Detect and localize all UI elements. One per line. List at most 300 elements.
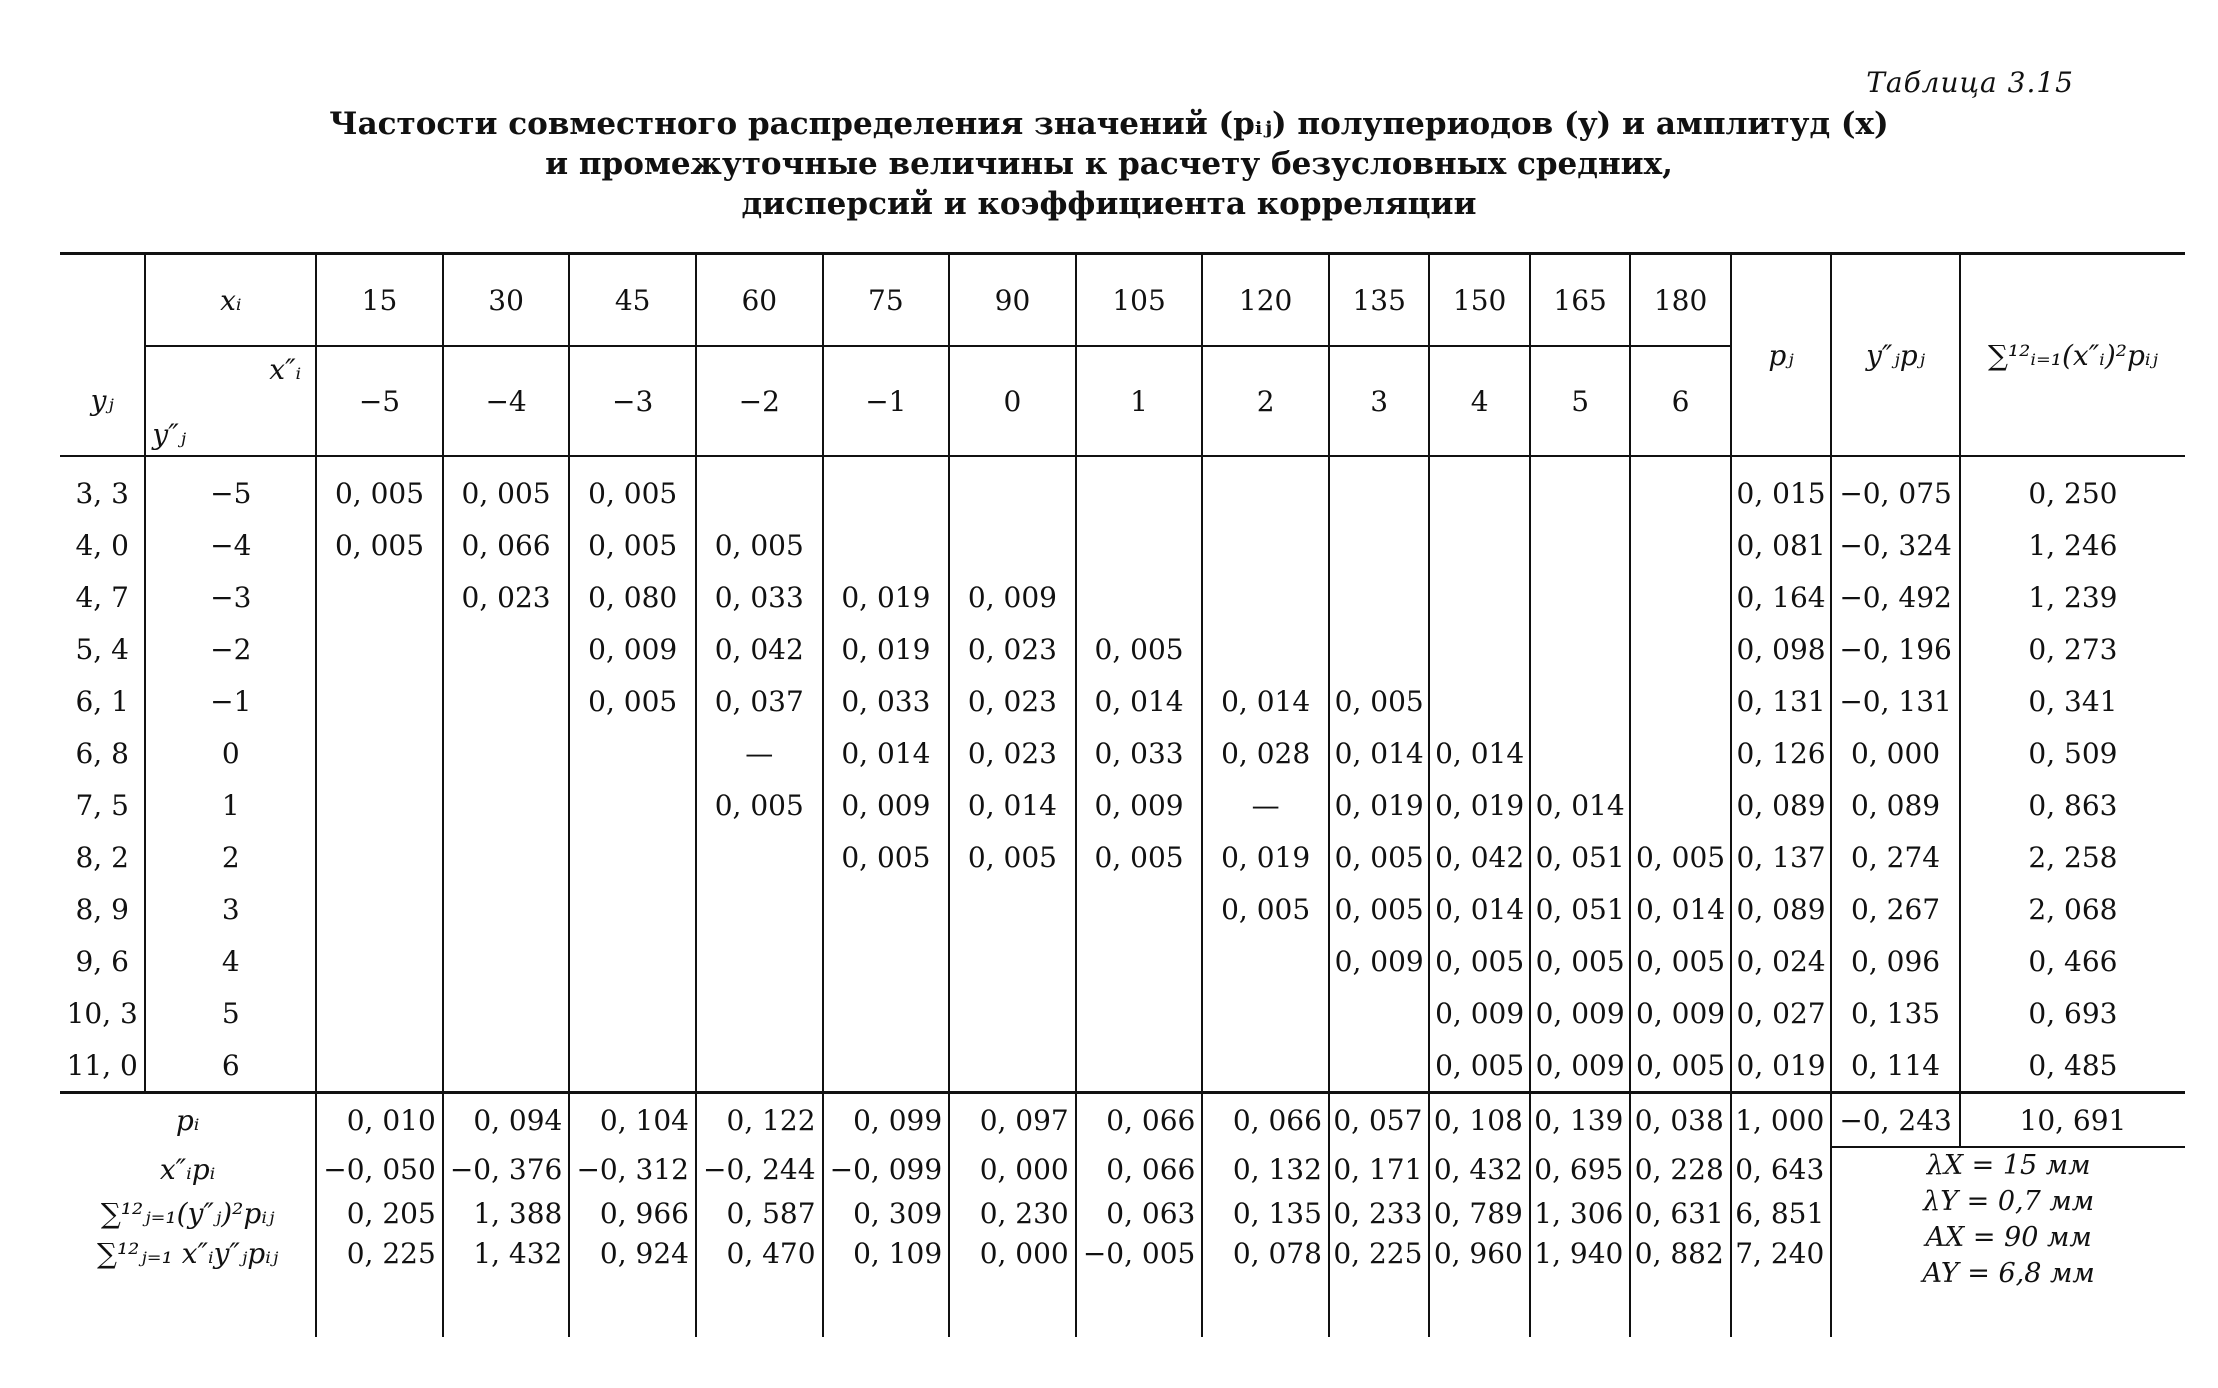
row-ypj: −0, 131 (1831, 675, 1960, 727)
totals-cell: 0, 205 (316, 1191, 443, 1235)
frequency-cell (823, 1039, 950, 1093)
header-xpp-label: x″ᵢ (269, 353, 302, 386)
frequency-cell: 0, 005 (1530, 935, 1630, 987)
frequency-cell (1202, 1039, 1329, 1093)
totals-cell: 1, 388 (443, 1191, 570, 1235)
frequency-cell: 0, 042 (1429, 831, 1529, 883)
frequency-cell: 0, 023 (443, 571, 570, 623)
frequency-cell (443, 883, 570, 935)
table-row (60, 831, 2185, 883)
frequency-cell (316, 831, 443, 883)
frequency-cell (1630, 727, 1730, 779)
frequency-cell: 0, 005 (823, 831, 950, 883)
header-x-value: 120 (1202, 254, 1329, 347)
frequency-cell: 0, 005 (1076, 831, 1203, 883)
totals-cell: 0, 228 (1630, 1147, 1730, 1191)
totals-pi-cell: 0, 099 (823, 1093, 950, 1148)
frequency-cell: 0, 009 (1329, 935, 1429, 987)
row-pj: 0, 137 (1731, 831, 1831, 883)
totals-cell: 0, 225 (1329, 1235, 1429, 1337)
totals-cell: 0, 063 (1076, 1191, 1203, 1235)
parameters-block (1831, 1147, 2185, 1337)
frequency-cell (1329, 1039, 1429, 1093)
frequency-cell: 0, 033 (1076, 727, 1203, 779)
row-ypj: 0, 114 (1831, 1039, 1960, 1093)
frequency-cell (569, 727, 696, 779)
frequency-cell: 0, 005 (1329, 831, 1429, 883)
row-ypj: 0, 096 (1831, 935, 1960, 987)
header-x-coded: 0 (949, 346, 1076, 456)
frequency-cell (569, 883, 696, 935)
frequency-cell: 0, 019 (823, 623, 950, 675)
frequency-cell (823, 456, 950, 519)
frequency-cell (1329, 571, 1429, 623)
totals-pi-cell: 0, 038 (1630, 1093, 1730, 1148)
frequency-cell: 0, 033 (696, 571, 823, 623)
frequency-cell (316, 883, 443, 935)
header-coded-labels (145, 346, 316, 456)
frequency-cell (1076, 456, 1203, 519)
frequency-cell: 0, 014 (1429, 883, 1529, 935)
header-x-coded: 1 (1076, 346, 1203, 456)
frequency-cell (316, 935, 443, 987)
totals-pi-cell: 0, 139 (1530, 1093, 1630, 1148)
frequency-cell: 0, 014 (1630, 883, 1730, 935)
header-x-coded: 3 (1329, 346, 1429, 456)
frequency-cell (569, 831, 696, 883)
frequency-cell (1329, 987, 1429, 1039)
frequency-cell (823, 987, 950, 1039)
frequency-cell (443, 1039, 570, 1093)
row-y-value: 6, 1 (60, 675, 145, 727)
row-y-coded: 1 (145, 779, 316, 831)
totals-cell: 0, 135 (1202, 1191, 1329, 1235)
frequency-cell (823, 883, 950, 935)
row-sum: 1, 246 (2028, 528, 2118, 562)
frequency-cell (443, 831, 570, 883)
row-y-value: 8, 9 (60, 883, 145, 935)
frequency-cell (1076, 883, 1203, 935)
frequency-cell (1202, 456, 1329, 519)
parameter-line: λY = 0,7 мм (1923, 1186, 2095, 1217)
frequency-cell: 0, 005 (696, 519, 823, 571)
row-pj: 0, 027 (1731, 987, 1831, 1039)
row-ypj: −0, 492 (1831, 571, 1960, 623)
table-row (60, 987, 2185, 1039)
frequency-cell (1202, 935, 1329, 987)
row-sum: 0, 250 (2028, 476, 2118, 510)
frequency-cell: 0, 051 (1530, 831, 1630, 883)
totals-row-pi (60, 1093, 2185, 1148)
frequency-cell: 0, 009 (569, 623, 696, 675)
totals-pi-label: pᵢ (60, 1093, 316, 1148)
table-caption (0, 104, 2218, 224)
frequency-cell: 0, 005 (569, 456, 696, 519)
header-ypj-label: y″ⱼpⱼ (1831, 254, 1960, 457)
frequency-cell: 0, 009 (949, 571, 1076, 623)
frequency-cell (949, 883, 1076, 935)
row-y-value: 3, 3 (60, 456, 145, 519)
frequency-cell: 0, 023 (949, 623, 1076, 675)
frequency-cell: 0, 005 (1202, 883, 1329, 935)
totals-cell: 0, 230 (949, 1191, 1076, 1235)
frequency-cell: 0, 005 (1630, 1039, 1730, 1093)
frequency-cell: 0, 005 (1429, 935, 1529, 987)
frequency-cell (443, 935, 570, 987)
frequency-cell: 0, 019 (1329, 779, 1429, 831)
totals-cell: 0, 470 (696, 1235, 823, 1337)
frequency-cell (316, 623, 443, 675)
totals-cell: 0, 000 (949, 1235, 1076, 1337)
frequency-cell: 0, 051 (1530, 883, 1630, 935)
frequency-cell (1076, 519, 1203, 571)
caption-line: и промежуточные величины к расчету безусловных средних, (545, 146, 1673, 182)
row-ypj: −0, 196 (1831, 623, 1960, 675)
frequency-cell (1329, 623, 1429, 675)
row-pj: 0, 089 (1731, 779, 1831, 831)
totals-cell: 1, 432 (443, 1235, 570, 1337)
row-y-value: 4, 7 (60, 571, 145, 623)
frequency-cell: 0, 005 (316, 456, 443, 519)
totals-cell: 0, 171 (1329, 1147, 1429, 1191)
frequency-cell: 0, 037 (696, 675, 823, 727)
row-pj: 0, 015 (1731, 456, 1831, 519)
frequency-cell (949, 1039, 1076, 1093)
frequency-cell (569, 987, 696, 1039)
row-ypj: −0, 324 (1831, 519, 1960, 571)
row-ypj: 0, 135 (1831, 987, 1960, 1039)
frequency-cell (823, 935, 950, 987)
header-x-value: 45 (569, 254, 696, 347)
row-y-coded: 0 (145, 727, 316, 779)
row-y-coded: −5 (145, 456, 316, 519)
frequency-cell: 0, 014 (1429, 727, 1529, 779)
totals-label: ∑¹²ⱼ₌₁(y″ⱼ)²pᵢⱼ (60, 1191, 316, 1235)
table-row (60, 935, 2185, 987)
frequency-cell: 0, 014 (1202, 675, 1329, 727)
header-x-coded: −1 (823, 346, 950, 456)
frequency-cell (1530, 675, 1630, 727)
frequency-cell (1630, 623, 1730, 675)
totals-cell: 0, 631 (1630, 1191, 1730, 1235)
table-row (60, 571, 2185, 623)
header-ypp-label: y″ⱼ (152, 418, 187, 451)
totals-pi-cell: 0, 104 (569, 1093, 696, 1148)
table-row (60, 883, 2185, 935)
frequency-cell: 0, 014 (1076, 675, 1203, 727)
row-y-value: 7, 5 (60, 779, 145, 831)
frequency-cell (1429, 675, 1529, 727)
frequency-cell (443, 727, 570, 779)
frequency-cell: 0, 005 (1076, 623, 1203, 675)
frequency-cell (1076, 571, 1203, 623)
frequency-cell: 0, 009 (1076, 779, 1203, 831)
row-y-value: 11, 0 (60, 1039, 145, 1093)
frequency-cell (696, 831, 823, 883)
row-y-value: 9, 6 (60, 935, 145, 987)
table-row (60, 727, 2185, 779)
frequency-cell: 0, 009 (1530, 1039, 1630, 1093)
frequency-cell (1329, 456, 1429, 519)
header-x-value: 150 (1429, 254, 1529, 347)
frequency-cell (1530, 456, 1630, 519)
frequency-cell: — (1202, 779, 1329, 831)
totals-pi-cell: 0, 097 (949, 1093, 1076, 1148)
row-y-value: 10, 3 (60, 987, 145, 1039)
frequency-cell (1530, 623, 1630, 675)
frequency-cell: 0, 014 (823, 727, 950, 779)
totals-cell: −0, 376 (443, 1147, 570, 1191)
frequency-cell (1076, 935, 1203, 987)
header-x-value: 180 (1630, 254, 1730, 347)
totals-pi-cell: 0, 108 (1429, 1093, 1529, 1148)
totals-cell: −0, 244 (696, 1147, 823, 1191)
frequency-cell (1630, 519, 1730, 571)
header-x-value: 105 (1076, 254, 1203, 347)
frequency-cell (316, 571, 443, 623)
frequency-cell: 0, 023 (949, 727, 1076, 779)
frequency-cell: 0, 028 (1202, 727, 1329, 779)
totals-cell: −0, 050 (316, 1147, 443, 1191)
header-xi-label: xᵢ (145, 254, 316, 347)
row-sum: 2, 258 (2028, 840, 2118, 874)
header-x-value: 90 (949, 254, 1076, 347)
table-row (60, 456, 2185, 519)
totals-row-xpi (60, 1147, 2185, 1191)
totals-sum-total: 10, 691 (1960, 1093, 2185, 1148)
frequency-cell (823, 519, 950, 571)
frequency-cell (949, 935, 1076, 987)
row-y-coded: 2 (145, 831, 316, 883)
totals-cell: 0, 066 (1076, 1147, 1203, 1191)
header-x-value: 75 (823, 254, 950, 347)
totals-cell: 0, 233 (1329, 1191, 1429, 1235)
frequency-cell (949, 456, 1076, 519)
row-pj: 0, 081 (1731, 519, 1831, 571)
header-x-value: 165 (1530, 254, 1630, 347)
totals-cell: 0, 966 (569, 1191, 696, 1235)
header-x-coded: 5 (1530, 346, 1630, 456)
totals-cell: 0, 924 (569, 1235, 696, 1337)
header-x-coded: −3 (569, 346, 696, 456)
header-x-coded: 2 (1202, 346, 1329, 456)
row-pj: 0, 131 (1731, 675, 1831, 727)
frequency-cell (1530, 519, 1630, 571)
frequency-cell: 0, 005 (1630, 831, 1730, 883)
totals-cell: 0, 587 (696, 1191, 823, 1235)
header-x-coded: −5 (316, 346, 443, 456)
row-sum: 0, 693 (2028, 996, 2118, 1030)
row-pj: 0, 126 (1731, 727, 1831, 779)
row-y-coded: 5 (145, 987, 316, 1039)
frequency-cell: 0, 019 (823, 571, 950, 623)
frequency-cell (316, 675, 443, 727)
frequency-cell (1202, 623, 1329, 675)
totals-cell: 0, 000 (949, 1147, 1076, 1191)
row-y-coded: −1 (145, 675, 316, 727)
row-sum: 0, 341 (2028, 684, 2118, 718)
totals-total: 0, 643 (1731, 1147, 1831, 1191)
table-row (60, 675, 2185, 727)
header-x-coded: −4 (443, 346, 570, 456)
header-x-value: 30 (443, 254, 570, 347)
frequency-cell (443, 987, 570, 1039)
row-sum: 0, 863 (2028, 788, 2118, 822)
row-y-value: 8, 2 (60, 831, 145, 883)
totals-cell: −0, 099 (823, 1147, 950, 1191)
frequency-cell (316, 1039, 443, 1093)
frequency-cell: 0, 033 (823, 675, 950, 727)
parameter-line: λX = 15 мм (1926, 1150, 2091, 1181)
header-yj-label: yⱼ (60, 346, 145, 456)
frequency-cell: 0, 005 (696, 779, 823, 831)
table-row (60, 623, 2185, 675)
frequency-cell: 0, 009 (1530, 987, 1630, 1039)
totals-ypj-total: −0, 243 (1831, 1093, 1960, 1148)
totals-cell: 1, 940 (1530, 1235, 1630, 1337)
totals-cell: 0, 789 (1429, 1191, 1529, 1235)
row-y-coded: 4 (145, 935, 316, 987)
row-y-coded: −2 (145, 623, 316, 675)
table-number: Таблица 3.15 (1866, 66, 2074, 99)
frequency-cell: 0, 009 (1429, 987, 1529, 1039)
parameter-line: AY = 6,8 мм (1922, 1258, 2095, 1289)
totals-total: 7, 240 (1731, 1235, 1831, 1337)
frequency-cell: 0, 042 (696, 623, 823, 675)
frequency-cell (696, 987, 823, 1039)
totals-cell: 0, 078 (1202, 1235, 1329, 1337)
frequency-cell (1202, 571, 1329, 623)
row-y-coded: −4 (145, 519, 316, 571)
totals-cell: 0, 882 (1630, 1235, 1730, 1337)
frequency-cell (1630, 456, 1730, 519)
totals-total: 6, 851 (1731, 1191, 1831, 1235)
frequency-cell (1429, 623, 1529, 675)
frequency-cell: 0, 019 (1429, 779, 1529, 831)
joint-distribution-table (60, 252, 2185, 1337)
frequency-cell (1202, 987, 1329, 1039)
totals-pi-cell: 0, 057 (1329, 1093, 1429, 1148)
frequency-cell: 0, 066 (443, 519, 570, 571)
header-x-value: 135 (1329, 254, 1429, 347)
table-row (60, 1039, 2185, 1093)
frequency-cell (949, 987, 1076, 1039)
frequency-cell (1630, 571, 1730, 623)
frequency-cell (1076, 987, 1203, 1039)
frequency-cell (316, 779, 443, 831)
row-y-value: 5, 4 (60, 623, 145, 675)
frequency-cell (1429, 456, 1529, 519)
frequency-cell (1530, 571, 1630, 623)
header-x-coded: −2 (696, 346, 823, 456)
frequency-cell (443, 623, 570, 675)
caption-line: Частости совместного распределения значений (pᵢⱼ) полупериодов (y) и амплитуд (x) (329, 106, 1889, 142)
frequency-cell (569, 1039, 696, 1093)
totals-cell: 0, 132 (1202, 1147, 1329, 1191)
frequency-cell (1429, 571, 1529, 623)
header-x-value: 60 (696, 254, 823, 347)
totals-pi-cell: 0, 066 (1202, 1093, 1329, 1148)
row-sum: 0, 466 (2028, 944, 2118, 978)
totals-pi-cell: 0, 094 (443, 1093, 570, 1148)
frequency-cell: 0, 005 (1329, 675, 1429, 727)
frequency-cell: 0, 014 (1329, 727, 1429, 779)
row-ypj: −0, 075 (1831, 456, 1960, 519)
header-x-value: 15 (316, 254, 443, 347)
parameter-line: AX = 90 мм (1925, 1222, 2092, 1253)
frequency-cell: 0, 005 (569, 675, 696, 727)
row-sum: 2, 068 (2028, 892, 2118, 926)
totals-cell: 0, 309 (823, 1191, 950, 1235)
frequency-cell (696, 883, 823, 935)
frequency-cell (443, 675, 570, 727)
frequency-cell (1329, 519, 1429, 571)
row-pj: 0, 089 (1731, 883, 1831, 935)
frequency-cell: 0, 005 (1429, 1039, 1529, 1093)
row-y-coded: −3 (145, 571, 316, 623)
totals-cell: 1, 306 (1530, 1191, 1630, 1235)
frequency-cell (1076, 1039, 1203, 1093)
totals-cell: −0, 312 (569, 1147, 696, 1191)
frequency-cell: 0, 080 (569, 571, 696, 623)
frequency-cell (1202, 519, 1329, 571)
row-pj: 0, 024 (1731, 935, 1831, 987)
header-row-x (60, 254, 2185, 347)
header-x-coded: 6 (1630, 346, 1730, 456)
frequency-cell: 0, 005 (443, 456, 570, 519)
frequency-cell (316, 727, 443, 779)
frequency-cell (696, 456, 823, 519)
totals-cell: 0, 109 (823, 1235, 950, 1337)
row-pj: 0, 019 (1731, 1039, 1831, 1093)
totals-cell: 0, 432 (1429, 1147, 1529, 1191)
header-x-coded: 4 (1429, 346, 1529, 456)
frequency-cell: 0, 014 (949, 779, 1076, 831)
frequency-cell (569, 935, 696, 987)
row-y-coded: 3 (145, 883, 316, 935)
row-y-value: 4, 0 (60, 519, 145, 571)
frequency-cell (1530, 727, 1630, 779)
frequency-cell: 0, 005 (1329, 883, 1429, 935)
totals-pi-cell: 0, 122 (696, 1093, 823, 1148)
frequency-cell: 0, 009 (1630, 987, 1730, 1039)
frequency-cell: 0, 005 (316, 519, 443, 571)
row-sum: 0, 509 (2028, 736, 2118, 770)
table-row (60, 519, 2185, 571)
header-sum-label: ∑¹²ᵢ₌₁(x″ᵢ)²pᵢⱼ (1960, 254, 2185, 457)
row-ypj: 0, 274 (1831, 831, 1960, 883)
totals-label: x″ᵢpᵢ (60, 1147, 316, 1191)
frequency-cell: — (696, 727, 823, 779)
row-pj: 0, 098 (1731, 623, 1831, 675)
frequency-cell: 0, 005 (949, 831, 1076, 883)
frequency-cell (1630, 779, 1730, 831)
frequency-cell (1630, 675, 1730, 727)
totals-cell: −0, 005 (1076, 1235, 1203, 1337)
header-blank (60, 254, 145, 347)
totals-pi-cell: 0, 066 (1076, 1093, 1203, 1148)
row-ypj: 0, 000 (1831, 727, 1960, 779)
row-sum: 1, 239 (2028, 580, 2118, 614)
row-pj: 0, 164 (1731, 571, 1831, 623)
table-row (60, 779, 2185, 831)
frequency-cell: 0, 005 (1630, 935, 1730, 987)
row-sum: 0, 273 (2028, 632, 2118, 666)
totals-cell: 0, 960 (1429, 1235, 1529, 1337)
header-pj-label: pⱼ (1731, 254, 1831, 457)
totals-label: ∑¹²ⱼ₌₁ x″ᵢy″ⱼpᵢⱼ (60, 1235, 316, 1337)
frequency-cell: 0, 005 (569, 519, 696, 571)
